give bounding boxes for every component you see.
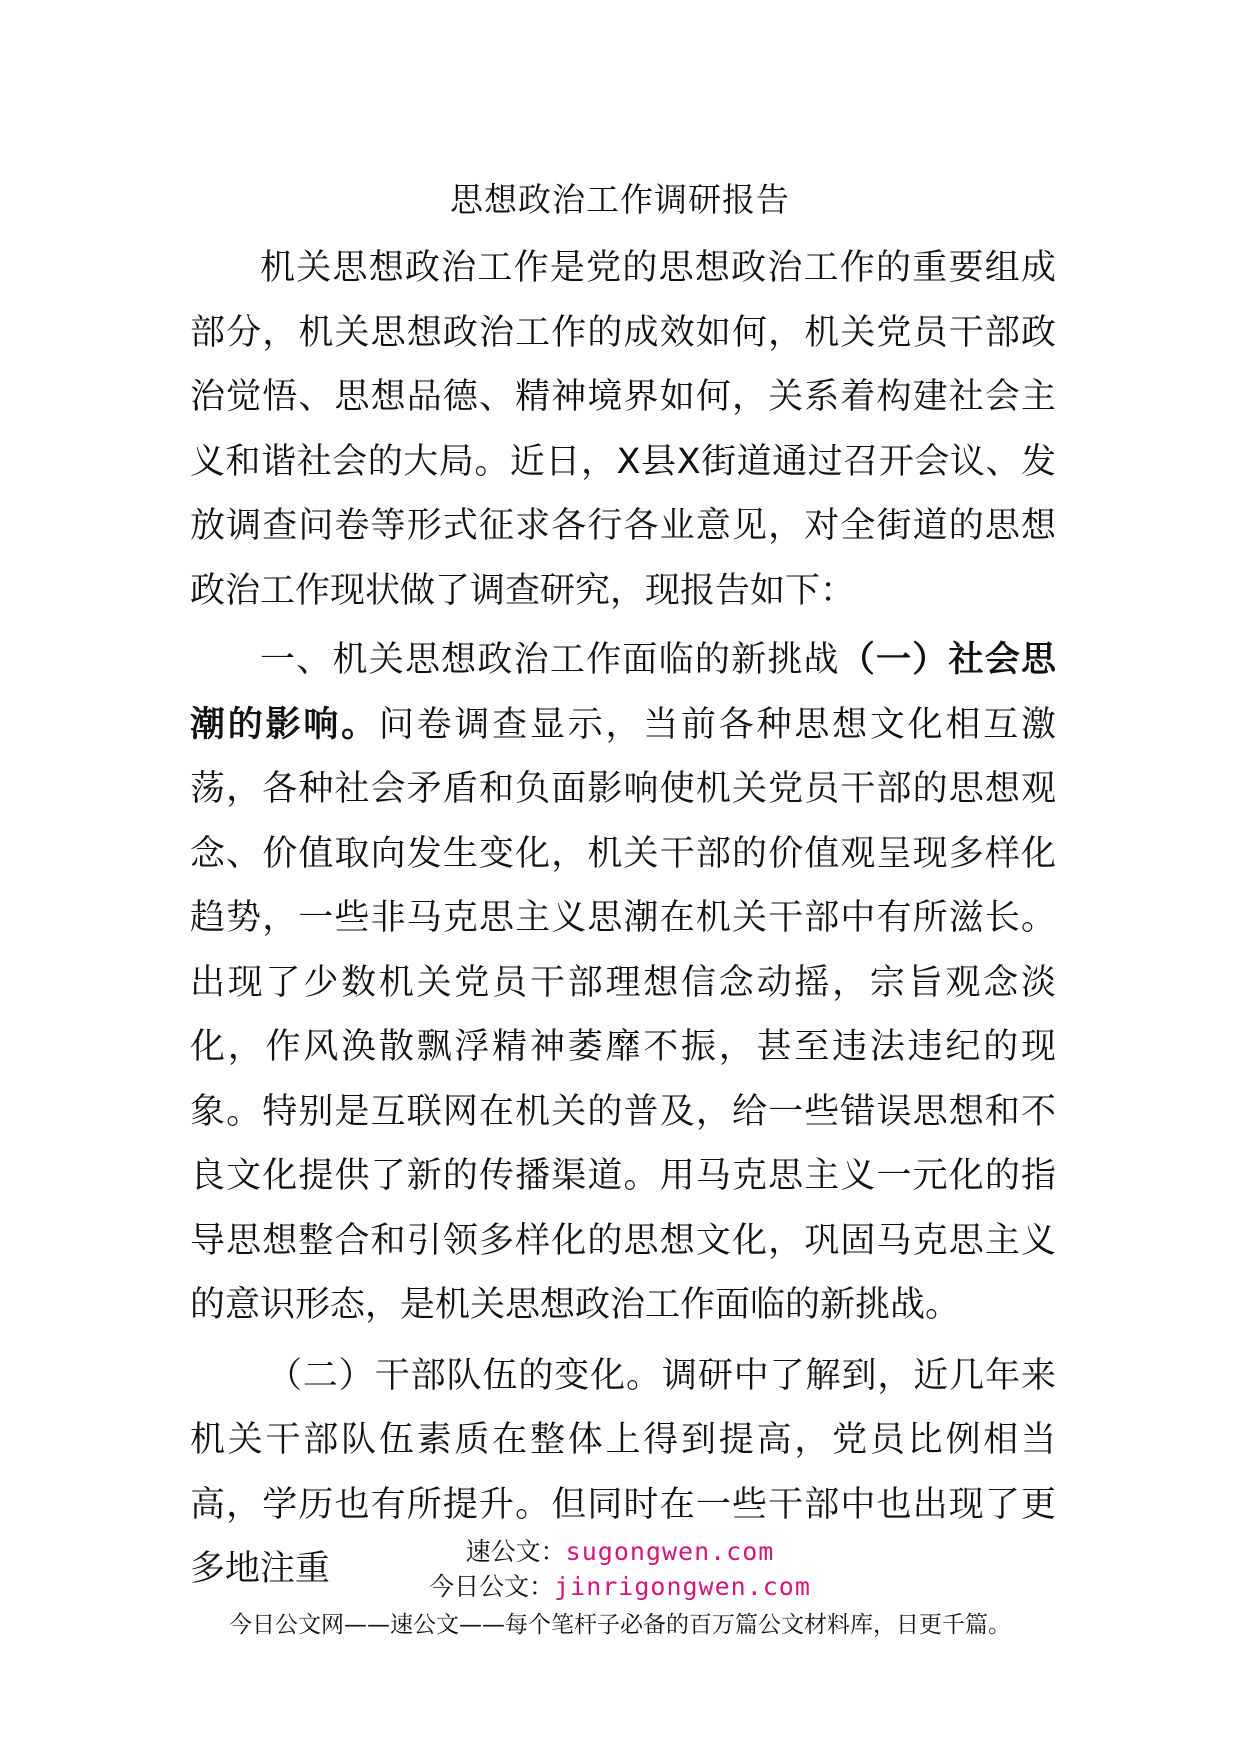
subsection-body: 问卷调查显示，当前各种思想文化相互激荡，各种社会矛盾和负面影响使机关党员干部的思想观念、价值取向发生变化，机关干部的价值观呈现多样化趋势，一些非马克思主义思潮在机关干部中有所滋长。出现了少数机关党员干部理想信念动摇，宗旨观念淡化，作风涣散飘浮精神萎靡不振，甚至违法违纪的现象。特别是互联网在机关的普及，给一些错误思想和不良文化提供了新的传播渠道。用马克思主义一元化的指导思想整合和引领多样化的思想文化，巩固马克思主义的意识形态，是机关思想政治工作面临的新挑战。 xyxy=(190,704,1056,1325)
footer-link-sugongwen[interactable]: sugongwen.com xyxy=(565,1537,775,1566)
footer-line-sugongwen xyxy=(0,1534,1240,1570)
footer-label-sugongwen: 速公文： xyxy=(465,1537,566,1566)
footer-link-jinrigongwen[interactable]: jinrigongwen.com xyxy=(554,1572,811,1601)
footer-label-jinrigongwen: 今日公文： xyxy=(429,1572,555,1601)
paragraph-subsection-two: （二）干部队伍的变化。调研中了解到，近几年来机关干部队伍素质在整体上得到提高，党员比例相当高，学历也有所提升。但同时在一些干部中也出现了更多地注重 xyxy=(190,1355,1056,1589)
paragraph-section-one xyxy=(190,628,1056,1338)
footer-slogan: 今日公文网——速公文——每个笔杆子必备的百万篇公文材料库，日更千篇。 xyxy=(229,1612,1011,1638)
subsection-heading: （一）社会思潮的影响。 xyxy=(190,640,1056,745)
document-title: 思想政治工作调研报告 xyxy=(450,180,790,219)
footer-line-jinrigongwen xyxy=(0,1569,1240,1605)
section-heading: 一、机关思想政治工作面临的新挑战 xyxy=(260,640,840,680)
document-body xyxy=(190,236,1056,1602)
paragraph-intro: 机关思想政治工作是党的思想政治工作的重要组成部分，机关思想政治工作的成效如何，机关党员干部政治觉悟、思想品德、精神境界如何，关系着构建社会主义和谐社会的大局。近日，X县X街道通过召开会议、发放调查问卷等形式征求各行各业意见，对全街道的思想政治工作现状做了调查研究，现报告如下： xyxy=(190,248,1056,611)
